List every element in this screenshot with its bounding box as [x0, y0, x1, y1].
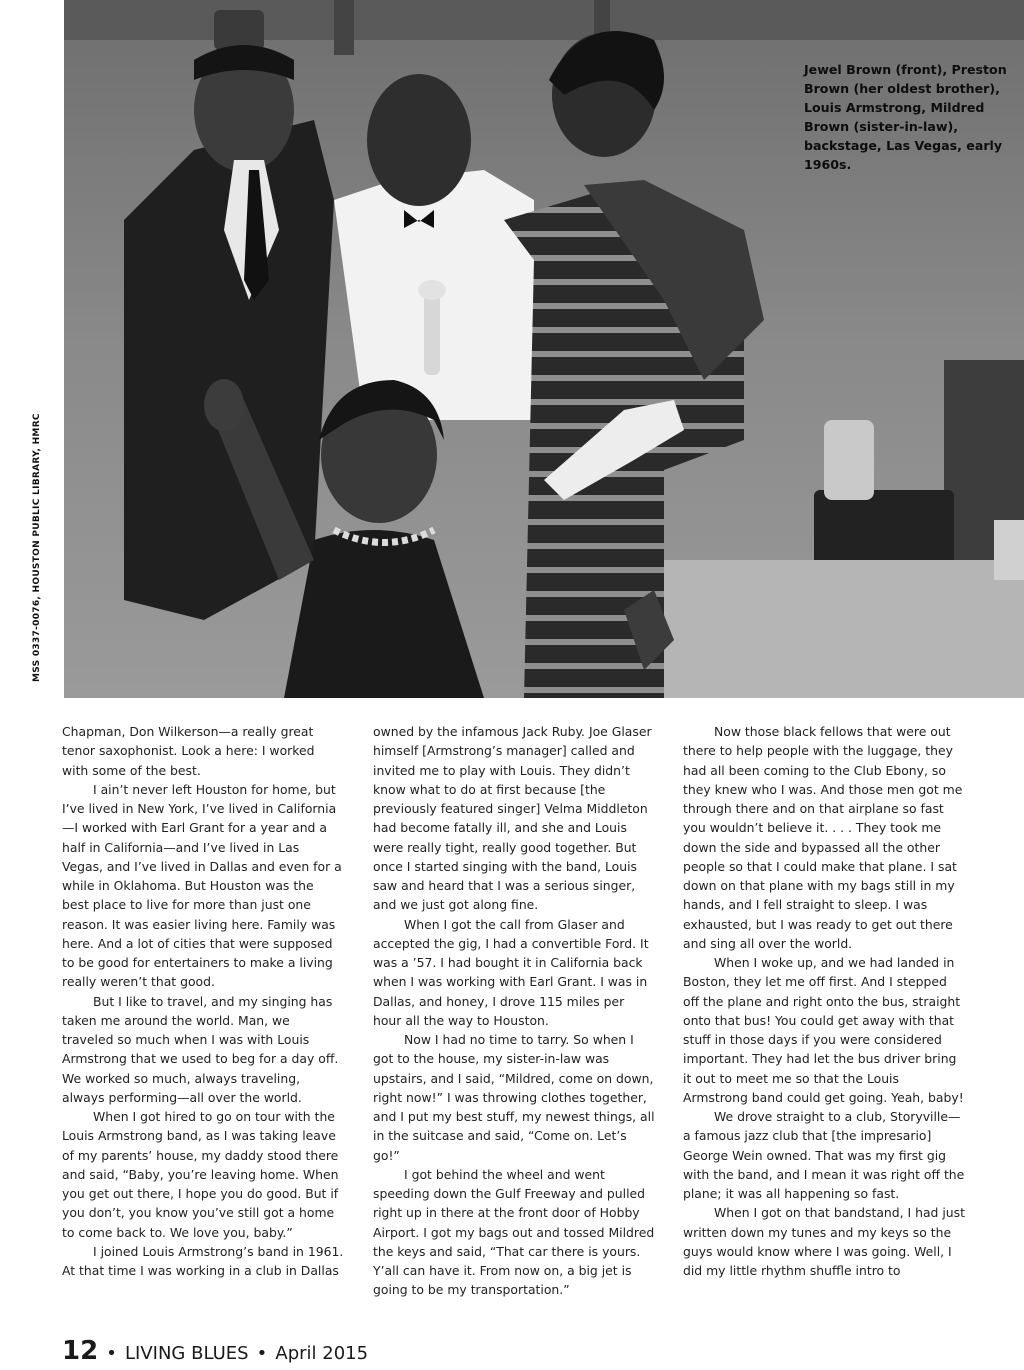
paragraph: Now I had no time to tarry. So when I got to the house, my sister-in-law was upstairs, and I said, “Mildred, come on down, right now!” I was throwing clothes together, and I put my best stuff, my newest things, all in the suitcase and said, “Come on. Let’s go!” [373, 1032, 655, 1163]
photo-credit: MSS 0337-0076, HOUSTON PUBLIC LIBRARY, HMRC [32, 413, 42, 682]
article-column-1 [62, 722, 344, 1280]
paragraph: When I got the call from Glaser and accepted the gig, I had a convertible Ford. It was a ’57. I had bought it in California back when I was working with Earl Grant. I was in Dallas, and honey, I drove 115 miles per hour all the way to Houston. [373, 916, 649, 1028]
paragraph: When I got hired to go on tour with the Louis Armstrong band, as I was taking leave of my parents’ house, my daddy stood there and said, “Baby, you’re leaving home. When you get out there, I hope you do good. But if you don’t, you know you’ve still got a home to come back to. We love you, baby.” [62, 1109, 339, 1240]
page-number: 12 [62, 1336, 99, 1366]
paragraph: When I got on that bandstand, I had just written down my tunes and my keys so the guys would know where I was going. Well, I did my little rhythm shuffle intro to [683, 1205, 965, 1278]
page-footer [62, 1336, 368, 1370]
article-column-2 [373, 722, 655, 1300]
paragraph: Chapman, Don Wilkerson—a really great tenor saxophonist. Look a here: I worked with some of the best. [62, 724, 315, 778]
paragraph: owned by the infamous Jack Ruby. Joe Glaser himself [Armstrong’s manager] called and invited me to play with Louis. They didn’t know what to do at first because [the previously featured singer] Velma Middleton had become fatally ill, and she and Louis were really tight, really good together. But once I started singing with the band, Louis saw and heard that I was a serious singer, and we just got along fine. [373, 724, 652, 913]
backstage-photo [64, 0, 1024, 698]
magazine-name: LIVING BLUES [125, 1343, 249, 1364]
bullet-separator: • [106, 1343, 117, 1364]
paragraph: We drove straight to a club, Storyville—a famous jazz club that [the impresario] George Wein owned. That was my first gig with the band, and I mean it was right off the plane; it was all happening so fast. [683, 1109, 965, 1201]
paragraph: But I like to travel, and my singing has taken me around the world. Man, we traveled so much when I was with Louis Armstrong that we used to beg for a day off. We worked so much, always traveling, always performing—all over the world. [62, 993, 339, 1105]
paragraph: When I woke up, and we had landed in Boston, they let me off first. And I stepped off the plane and right onto the bus, straight onto that bus! You could get away with that stuff in those days if you were considered important. They had let the bus driver bring it out to meet me so that the Louis Armstrong band could get going. Yeah, baby! [683, 955, 964, 1105]
paragraph: I ain’t never left Houston for home, but I’ve lived in New York, I’ve lived in California—I worked with Earl Grant for a year and a half in California—and I’ve lived in Las Vegas, and I’ve lived in Dallas and even for a while in Oklahoma. But Houston was the best place to live for more than just one reason. It was easier living here. Family was here. And a lot of cities that were supposed to be good for entertainers to make a living really weren’t that good. [62, 781, 342, 990]
bullet-separator: • [256, 1343, 268, 1364]
issue-date: April 2015 [275, 1343, 369, 1364]
article-column-3 [683, 722, 965, 1280]
paragraph: I joined Louis Armstrong’s band in 1961. At that time I was working in a club in Dallas [62, 1243, 344, 1278]
paragraph: I got behind the wheel and went speeding down the Gulf Freeway and pulled right up in there at the front door of Hobby Airport. I got my bags out and tossed Mildred the keys and said, “That car there is yours. Y’all can have it. From now on, a big jet is going to be my transportation.” [373, 1166, 655, 1298]
photo-caption: Jewel Brown (front), Preston Brown (her oldest brother), Louis Armstrong, Mildred Brown (sister-in-law), backstage, Las Vegas, early 1960s. [804, 62, 1007, 172]
paragraph: Now those black fellows that were out there to help people with the luggage, they had all been coming to the Club Ebony, so they knew who I was. And those men got me through there and on that airplane so fast you wouldn’t believe it. . . . They took me down the side and bypassed all the other people so that I could make that plane. I sat down on that plane with my bags still in my hands, and I fell straight to sleep. I was exhausted, but I was ready to get out there and sing all over the world. [683, 724, 963, 951]
